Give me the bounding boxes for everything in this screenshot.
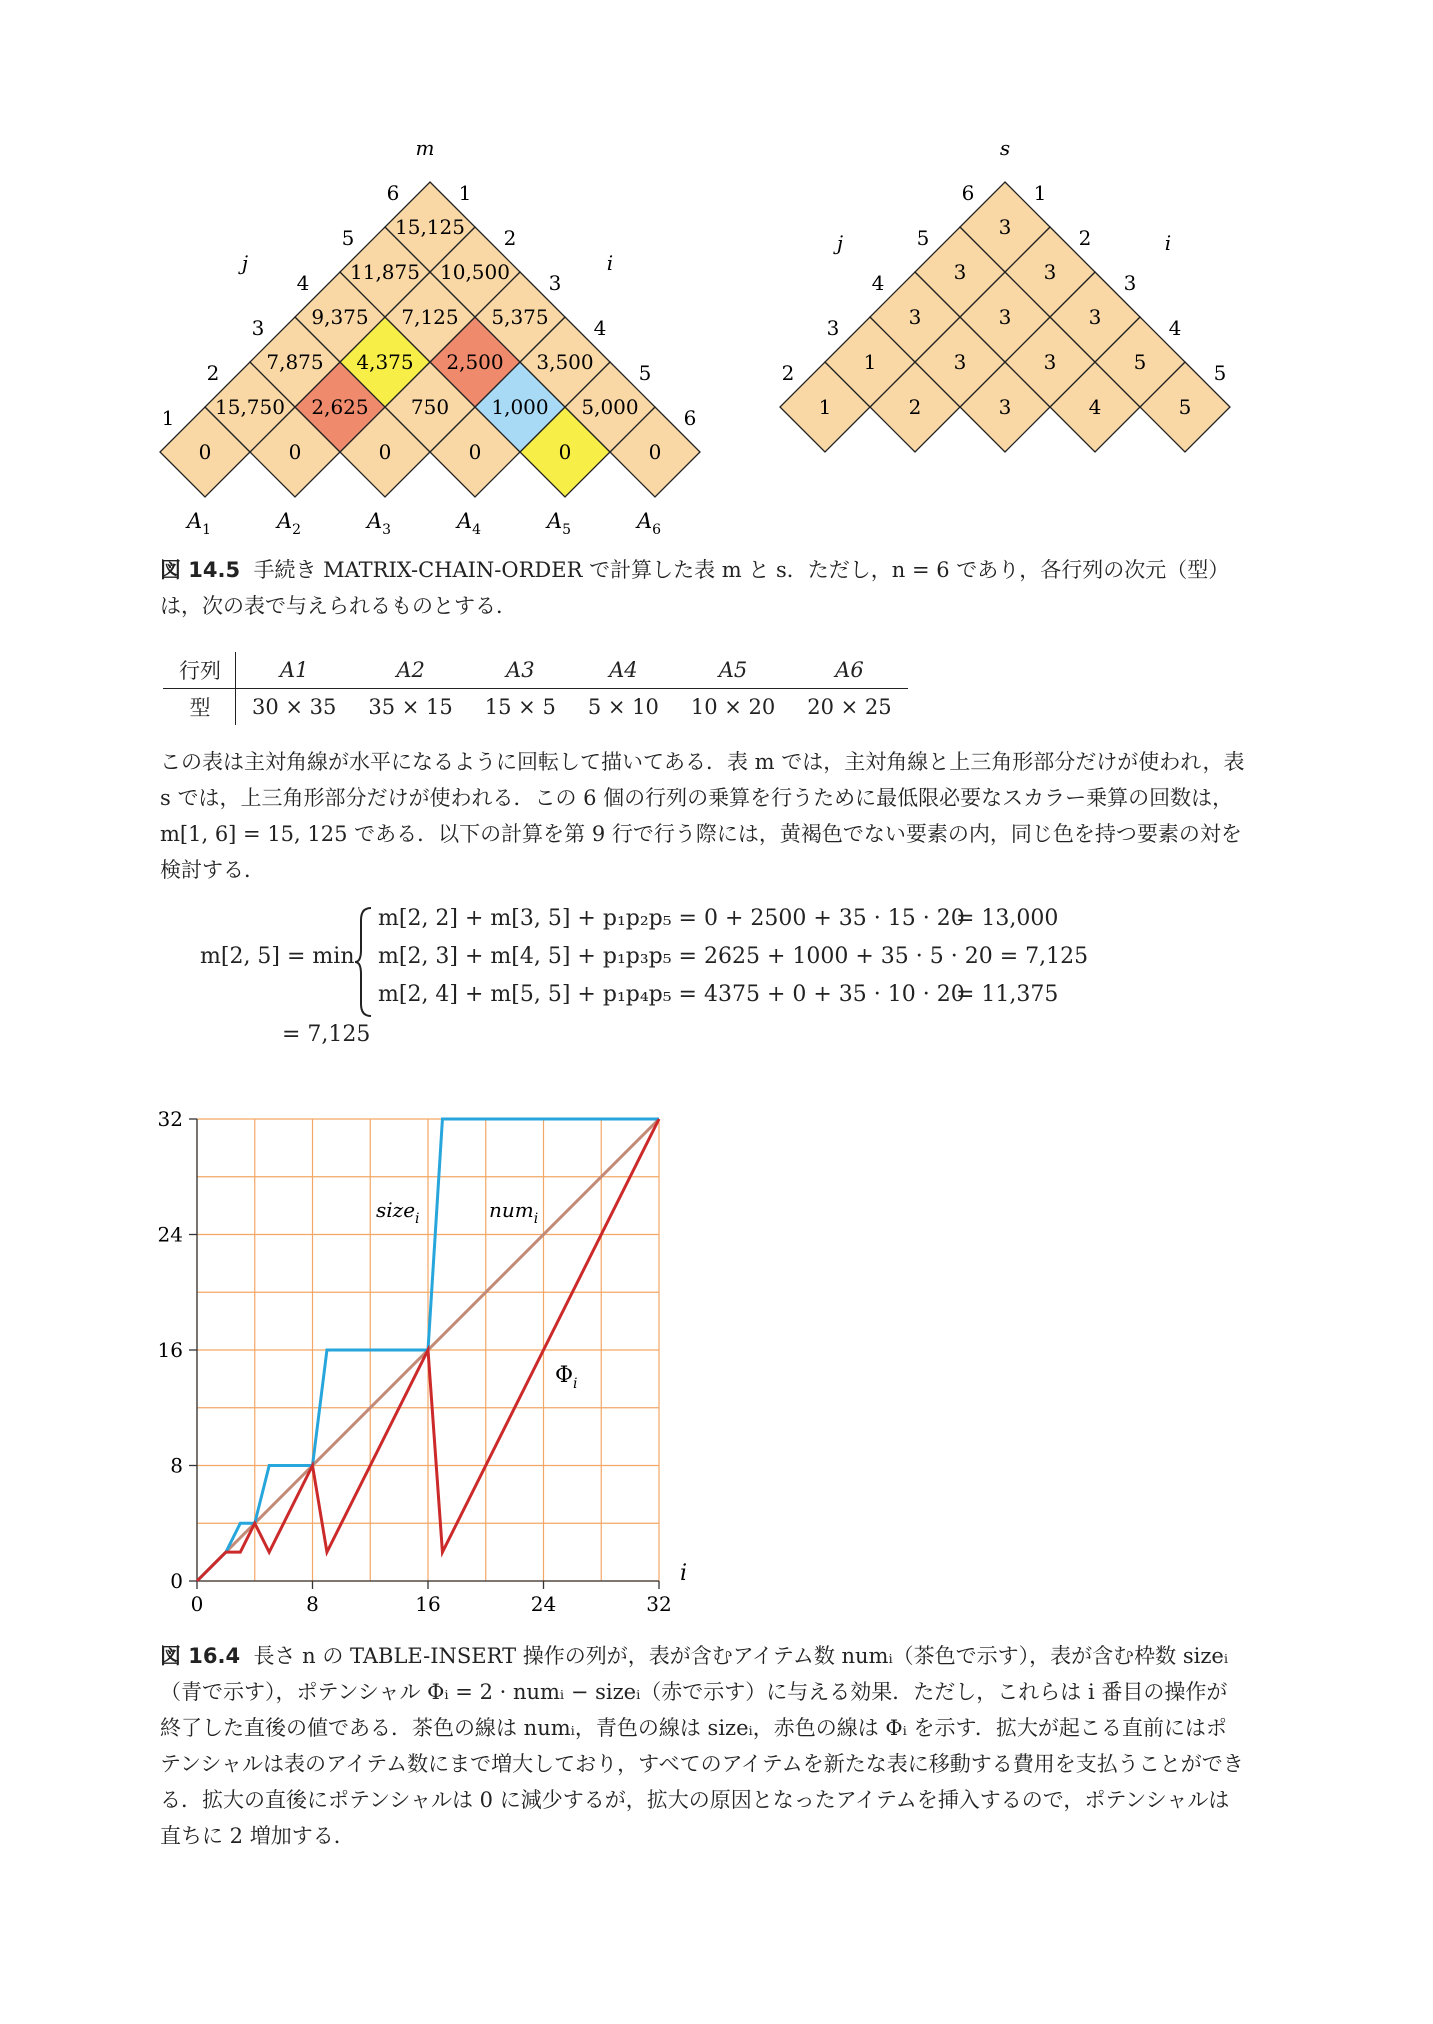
equation-lhs: m[2, 5] = min <box>200 944 355 969</box>
m-table-i-index: 5 <box>638 361 652 385</box>
table-cell-value: 15,125 <box>395 215 465 239</box>
table-cell-value: 7,875 <box>266 350 324 374</box>
m-table-j-index: 2 <box>206 361 220 385</box>
table-cell-value: 5 <box>1133 350 1147 374</box>
matrix-name: A2 <box>352 652 468 689</box>
figure-14-5-caption-text: 手続き MATRIX-CHAIN-ORDER で計算した表 m と s．ただし，n = 6 であり，各行列の次元（型）は，次の表で与えられるものとする． <box>160 558 1230 618</box>
figure-14-5 <box>0 0 1433 560</box>
equation-line-2: m[2, 3] + m[4, 5] + p₁p₃p₅ = 2625 + 1000 + 35 · 5 · 20 = 7,125 <box>378 944 1089 969</box>
figure-14-5-label: 図 14.5 <box>160 558 241 582</box>
table-cell-value: 1,000 <box>491 395 549 419</box>
m-table-i-index: 4 <box>593 316 607 340</box>
table-cell-value: 1 <box>818 395 832 419</box>
matrix-label: $A_5$ <box>546 509 572 538</box>
y-tick-label: 0 <box>170 1569 183 1593</box>
matrix-dimension: 35 × 15 <box>368 695 453 719</box>
s-table-i-index: 4 <box>1168 316 1182 340</box>
equation-brace <box>353 906 375 1018</box>
table-cell-value: 7,125 <box>401 305 459 329</box>
table-cell-value: 9,375 <box>311 305 369 329</box>
table-cell-value: 2 <box>908 395 922 419</box>
m-table-j-label: j <box>241 251 249 275</box>
figure-16-4-caption-text: 長さ n の TABLE-INSERT 操作の列が，表が含むアイテム数 numᵢ（茶色で示す），表が含む枠数 sizeᵢ（青で示す），ポテンシャル Φᵢ = 2 · numᵢ − sizeᵢ（赤で示す）に与える効果．ただし，これらは i 番目の操作が終了した直後の値である．茶色の線は numᵢ，青色の線は sizeᵢ，赤色の線は Φᵢ を示す．拡大が起こる直前にはポテンシャルは表のアイテム数にまで増大しており，すべてのアイテムを新たな表に移動する費用を支払うことができる．拡大の直後にポテンシャルは 0 に減少するが，拡大の原因となったアイテムを挿入するので，ポテンシャルは直ちに 2 増加する． <box>160 1644 1244 1848</box>
x-tick-label: 16 <box>415 1592 441 1616</box>
table-cell-value: 3 <box>998 395 1012 419</box>
m-table-i-index: 2 <box>503 226 517 250</box>
y-tick-label: 16 <box>157 1338 183 1362</box>
m-table-i-index: 3 <box>548 271 562 295</box>
s-table-j-index: 3 <box>826 316 840 340</box>
table-cell-value: 3 <box>908 305 922 329</box>
m-table-j-index: 5 <box>341 226 355 250</box>
table-cell-value: 3 <box>998 215 1012 239</box>
y-tick-label: 8 <box>170 1453 183 1478</box>
m-table-j-index: 1 <box>161 406 175 430</box>
m-table-j-index: 3 <box>251 316 265 340</box>
table-cell-value: 3 <box>998 305 1012 329</box>
table-cell-value: 5,000 <box>581 395 639 419</box>
s-table-title: s <box>999 136 1011 160</box>
equation-value-1: = 13,000 <box>956 906 1059 931</box>
table-cell-value: 750 <box>410 395 450 419</box>
x-tick-label: 8 <box>306 1592 319 1616</box>
matrix-label: $A_1$ <box>186 509 212 538</box>
matrix-name: A1 <box>236 652 353 689</box>
s-table-j-index: 4 <box>871 271 885 295</box>
m-table-j-index: 4 <box>296 271 310 295</box>
s-table-i-index: 2 <box>1078 226 1092 250</box>
figure-14-5-caption <box>160 552 1245 624</box>
y-tick-label: 24 <box>157 1222 183 1247</box>
matrix-dimension: 20 × 25 <box>807 695 892 719</box>
table-cell-value: 3,500 <box>536 350 594 374</box>
matrix-label: $A_3$ <box>366 509 392 538</box>
x-tick-label: 32 <box>646 1592 672 1616</box>
table-cell-value: 3 <box>953 350 967 374</box>
x-tick-label: 24 <box>530 1592 557 1616</box>
dimension-table <box>163 652 908 725</box>
table-cell-value: 0 <box>468 440 482 464</box>
table-cell-value: 2,500 <box>446 350 504 374</box>
y-tick-label: 32 <box>157 1107 183 1131</box>
table-cell-value: 0 <box>198 440 212 464</box>
phi-series-label: $\Phi_i$ <box>555 1363 578 1392</box>
table-cell-value: 0 <box>378 440 392 464</box>
table-cell-value: 1 <box>863 350 877 374</box>
figure-16-4-caption <box>160 1638 1245 1854</box>
s-table-i-index: 1 <box>1033 181 1047 205</box>
equation-value-3: = 11,375 <box>956 982 1059 1007</box>
s-table-i-label: i <box>1164 231 1172 255</box>
dimension-table-row-header: 型 <box>163 689 236 726</box>
equation-result: = 7,125 <box>282 1022 371 1047</box>
s-table <box>780 136 1230 452</box>
table-cell-value: 11,875 <box>350 260 420 284</box>
size-series-label: size$_i$ <box>376 1198 420 1227</box>
matrix-label: $A_4$ <box>456 509 482 538</box>
table-cell-value: 3 <box>1043 350 1057 374</box>
s-table-i-index: 5 <box>1213 361 1227 385</box>
table-cell-value: 15,750 <box>215 395 285 419</box>
matrix-label: $A_2$ <box>276 509 302 538</box>
s-table-j-label: j <box>836 231 844 255</box>
m-table-i-label: i <box>606 251 614 275</box>
matrix-name: A3 <box>469 652 572 689</box>
m-table-i-index: 6 <box>683 406 697 430</box>
s-table-j-index: 5 <box>916 226 930 250</box>
matrix-dimension: 15 × 5 <box>484 695 556 719</box>
m-table <box>160 136 700 538</box>
table-cell-value: 0 <box>648 440 662 464</box>
dimension-table-header-row <box>163 652 908 689</box>
body-paragraph: この表は主対角線が水平になるように回転して描いてある．表 m では，主対角線と上三角形部分だけが使われ，表 s では，上三角形部分だけが使われる．この 6 個の行列の乗算を行うために最低限必要なスカラー乗算の回数は，m[1, 6] = 15, 125 である．以下の計算を第 9 行で行う際には，黄褐色でない要素の内，同じ色を持つ要素の対を検討する． <box>160 750 1245 882</box>
table-cell-value: 3 <box>1043 260 1057 284</box>
m-table-j-index: 6 <box>386 181 400 205</box>
equation-line-1: m[2, 2] + m[3, 5] + p₁p₂p₅ = 0 + 2500 + 35 · 15 · 20 <box>378 906 965 931</box>
matrix-name: A5 <box>675 652 791 689</box>
s-table-j-index: 2 <box>781 361 795 385</box>
table-cell-value: 3 <box>953 260 967 284</box>
table-cell-value: 0 <box>288 440 302 464</box>
equation-line-3: m[2, 4] + m[5, 5] + p₁p₄p₅ = 4375 + 0 + 35 · 10 · 20 <box>378 982 965 1007</box>
table-cell-value: 5 <box>1178 395 1192 419</box>
figure-16-4-chart <box>140 1100 700 1620</box>
x-axis-label: i <box>680 1561 688 1586</box>
matrix-name: A4 <box>572 652 675 689</box>
m-table-title: m <box>415 136 435 160</box>
table-cell-value: 5,375 <box>491 305 549 329</box>
dimension-table-row <box>163 689 908 726</box>
matrix-dimension: 30 × 35 <box>252 695 337 719</box>
matrix-name: A6 <box>791 652 907 689</box>
s-table-j-index: 6 <box>961 181 975 205</box>
table-cell-value: 0 <box>558 440 572 464</box>
table-cell-value: 4,375 <box>356 350 414 374</box>
figure-16-4-label: 図 16.4 <box>160 1644 241 1668</box>
dimension-table-row-header: 行列 <box>163 652 236 689</box>
s-table-i-index: 3 <box>1123 271 1137 295</box>
num-series-label: num$_i$ <box>489 1198 539 1227</box>
table-cell-value: 3 <box>1088 305 1102 329</box>
m-table-i-index: 1 <box>458 181 472 205</box>
table-cell-value: 10,500 <box>440 260 510 284</box>
matrix-dimension: 5 × 10 <box>587 695 659 719</box>
x-tick-label: 0 <box>190 1592 204 1616</box>
matrix-dimension: 10 × 20 <box>690 695 776 719</box>
table-cell-value: 4 <box>1088 395 1102 419</box>
table-cell-value: 2,625 <box>311 395 369 419</box>
matrix-label: $A_6$ <box>636 509 662 538</box>
